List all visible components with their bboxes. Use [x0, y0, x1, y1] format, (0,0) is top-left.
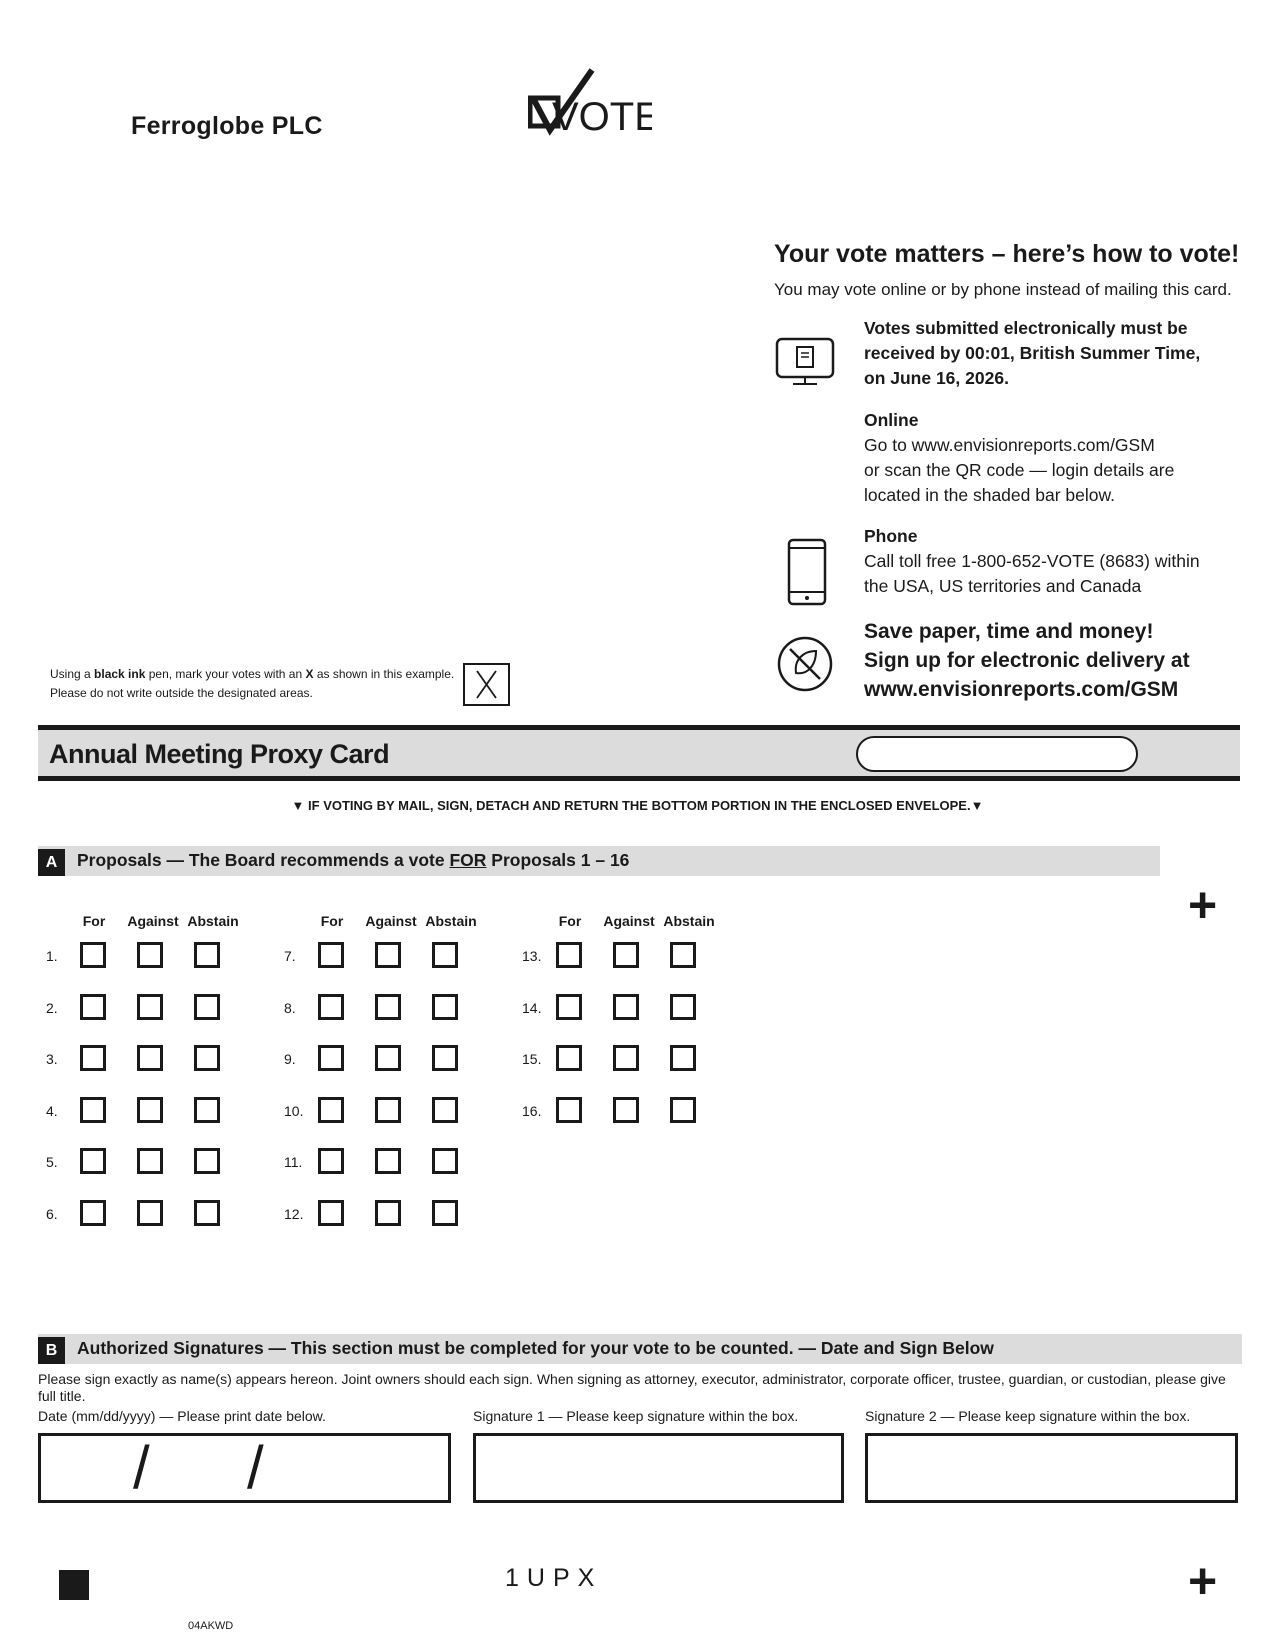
- date-separator-1: /: [133, 1434, 150, 1501]
- proposal-11-for-checkbox[interactable]: [318, 1148, 344, 1174]
- barcode-text: 1UPX: [505, 1564, 603, 1592]
- proposal-5-against-checkbox[interactable]: [137, 1148, 163, 1174]
- form-code: 04AKWD: [188, 1620, 234, 1632]
- online-instructions: Online Go to www.envisionreports.com/GSM or scan the QR code — login details are located in the shaded bar below.: [864, 410, 1175, 505]
- proposal-6-abstain-checkbox[interactable]: [194, 1200, 220, 1226]
- column-header-for: For: [82, 913, 106, 929]
- proposal-6-for-checkbox[interactable]: [80, 1200, 106, 1226]
- registration-square: [59, 1570, 89, 1600]
- proposal-12-for-checkbox[interactable]: [318, 1200, 344, 1226]
- proposal-number: 16.: [522, 1102, 542, 1119]
- proposal-number: 9.: [284, 1051, 296, 1068]
- proposal-12-against-checkbox[interactable]: [375, 1200, 401, 1226]
- registration-mark: +: [1188, 877, 1218, 933]
- proposal-5-for-checkbox[interactable]: [80, 1148, 106, 1174]
- proposal-15-abstain-checkbox[interactable]: [670, 1045, 696, 1071]
- proposal-number: 10.: [284, 1102, 304, 1119]
- proposal-1-for-checkbox[interactable]: [80, 942, 106, 968]
- proposal-number: 2.: [46, 999, 58, 1016]
- proposal-number: 14.: [522, 999, 542, 1016]
- proposal-number: 7.: [284, 948, 296, 964]
- proposal-14-for-checkbox[interactable]: [556, 994, 582, 1020]
- proposal-4-abstain-checkbox[interactable]: [194, 1097, 220, 1123]
- proposal-2-against-checkbox[interactable]: [137, 994, 163, 1020]
- proposal-number: 11.: [284, 1154, 303, 1171]
- proposal-number: 3.: [46, 1051, 58, 1068]
- proposal-16-for-checkbox[interactable]: [556, 1097, 582, 1123]
- proposal-3-against-checkbox[interactable]: [137, 1045, 163, 1071]
- computer-icon: [775, 337, 835, 392]
- proposal-2-abstain-checkbox[interactable]: [194, 994, 220, 1020]
- section-b-title: Authorized Signatures — This section must be completed for your vote to be counted. — Date and Sign Below: [77, 1338, 994, 1358]
- proposal-14-against-checkbox[interactable]: [613, 994, 639, 1020]
- proxy-bar-bottom-rule: [38, 776, 1240, 781]
- proposal-13-abstain-checkbox[interactable]: [670, 942, 696, 968]
- signature-2-field[interactable]: [865, 1433, 1238, 1503]
- column-header-for: For: [558, 913, 582, 929]
- proposal-15-against-checkbox[interactable]: [613, 1045, 639, 1071]
- proposal-15-for-checkbox[interactable]: [556, 1045, 582, 1071]
- signature-1-field[interactable]: [473, 1433, 844, 1503]
- proposal-7-abstain-checkbox[interactable]: [432, 942, 458, 968]
- company-name: Ferroglobe PLC: [131, 112, 323, 140]
- date-label: Date (mm/dd/yyyy) — Please print date below.: [38, 1408, 326, 1424]
- proposal-number: 4.: [46, 1102, 58, 1119]
- proposal-8-abstain-checkbox[interactable]: [432, 994, 458, 1020]
- proposal-2-for-checkbox[interactable]: [80, 994, 106, 1020]
- signature-instructions: Please sign exactly as name(s) appears hereon. Joint owners should each sign. When signing as attorney, executor, administrator, corporate officer, trustee, guardian, or custodian, please give full title.: [38, 1371, 1226, 1404]
- online-title: Online: [864, 410, 919, 430]
- proposal-16-abstain-checkbox[interactable]: [670, 1097, 696, 1123]
- section-b-letter: B: [38, 1337, 65, 1364]
- leaf-icon: [776, 635, 834, 698]
- proposal-1-abstain-checkbox[interactable]: [194, 942, 220, 968]
- proposal-11-against-checkbox[interactable]: [375, 1148, 401, 1174]
- proposal-5-abstain-checkbox[interactable]: [194, 1148, 220, 1174]
- proposal-8-against-checkbox[interactable]: [375, 994, 401, 1020]
- how-to-vote-title: Your vote matters – here’s how to vote!: [774, 240, 1240, 268]
- electronic-delivery-link: www.envisionreports.com/GSM: [864, 678, 1179, 701]
- proposal-14-abstain-checkbox[interactable]: [670, 994, 696, 1020]
- proposal-4-against-checkbox[interactable]: [137, 1097, 163, 1123]
- proposal-3-abstain-checkbox[interactable]: [194, 1045, 220, 1071]
- section-a-letter: A: [38, 849, 65, 876]
- signature-1-label: Signature 1 — Please keep signature within the box.: [473, 1408, 799, 1424]
- proxy-card-title: Annual Meeting Proxy Card: [49, 739, 390, 769]
- proposal-number: 12.: [284, 1206, 304, 1222]
- proposal-8-for-checkbox[interactable]: [318, 994, 344, 1020]
- proposal-11-abstain-checkbox[interactable]: [432, 1148, 458, 1174]
- proposal-1-against-checkbox[interactable]: [137, 942, 163, 968]
- proposal-13-against-checkbox[interactable]: [613, 942, 639, 968]
- phone-icon: [787, 538, 827, 611]
- control-number-field: [856, 736, 1138, 772]
- proposal-3-for-checkbox[interactable]: [80, 1045, 106, 1071]
- column-header-abstain: Abstain: [663, 913, 715, 929]
- proposal-number: 1.: [46, 948, 58, 964]
- column-header-abstain: Abstain: [187, 913, 239, 929]
- proposal-number: 6.: [46, 1206, 58, 1222]
- proposal-6-against-checkbox[interactable]: [137, 1200, 163, 1226]
- proposal-10-abstain-checkbox[interactable]: [432, 1097, 458, 1123]
- vote-logo-text: VOTE: [552, 95, 652, 139]
- proposal-9-for-checkbox[interactable]: [318, 1045, 344, 1071]
- proposal-13-for-checkbox[interactable]: [556, 942, 582, 968]
- deadline-text: Votes submitted electronically must be received by 00:01, British Summer Time, on June 16, 2026.: [864, 318, 1201, 388]
- marking-instructions: Using a black ink pen, mark your votes with an X as shown in this example. Please do not write outside the designated areas.: [50, 667, 455, 700]
- date-field[interactable]: [38, 1433, 451, 1503]
- proposal-10-against-checkbox[interactable]: [375, 1097, 401, 1123]
- proposal-number: 15.: [522, 1051, 542, 1068]
- electronic-delivery-promo: Save paper, time and money! Sign up for electronic delivery at www.envisionreports.com/GSM: [864, 617, 1190, 704]
- section-a-title: Proposals — The Board recommends a vote FOR Proposals 1 – 16: [77, 850, 630, 870]
- date-separator-2: /: [247, 1434, 264, 1501]
- phone-title: Phone: [864, 526, 918, 546]
- proposal-number: 13.: [522, 948, 542, 964]
- phone-instructions: Phone Call toll free 1-800-652-VOTE (8683) within the USA, US territories and Canada: [864, 526, 1200, 596]
- signature-2-label: Signature 2 — Please keep signature within the box.: [865, 1408, 1191, 1424]
- column-header-against: Against: [365, 913, 417, 929]
- column-header-against: Against: [603, 913, 655, 929]
- proposal-7-for-checkbox[interactable]: [318, 942, 344, 968]
- column-header-against: Against: [127, 913, 179, 929]
- proposal-number: 8.: [284, 999, 296, 1016]
- proposal-9-against-checkbox[interactable]: [375, 1045, 401, 1071]
- proposal-10-for-checkbox[interactable]: [318, 1097, 344, 1123]
- example-mark-box: [463, 663, 510, 706]
- proposal-7-against-checkbox[interactable]: [375, 942, 401, 968]
- mail-instruction: ▼ IF VOTING BY MAIL, SIGN, DETACH AND RETURN THE BOTTOM PORTION IN THE ENCLOSED ENVELOPE.▼: [291, 798, 984, 813]
- registration-mark-bottom: +: [1188, 1553, 1218, 1609]
- column-header-abstain: Abstain: [425, 913, 477, 929]
- proposal-16-against-checkbox[interactable]: [613, 1097, 639, 1123]
- proposal-9-abstain-checkbox[interactable]: [432, 1045, 458, 1071]
- proposal-number: 5.: [46, 1154, 58, 1171]
- proposal-4-for-checkbox[interactable]: [80, 1097, 106, 1123]
- column-header-for: For: [320, 913, 344, 929]
- proposal-12-abstain-checkbox[interactable]: [432, 1200, 458, 1226]
- how-to-vote-subtitle: You may vote online or by phone instead of mailing this card.: [774, 280, 1232, 299]
- vote-logo: [528, 68, 652, 146]
